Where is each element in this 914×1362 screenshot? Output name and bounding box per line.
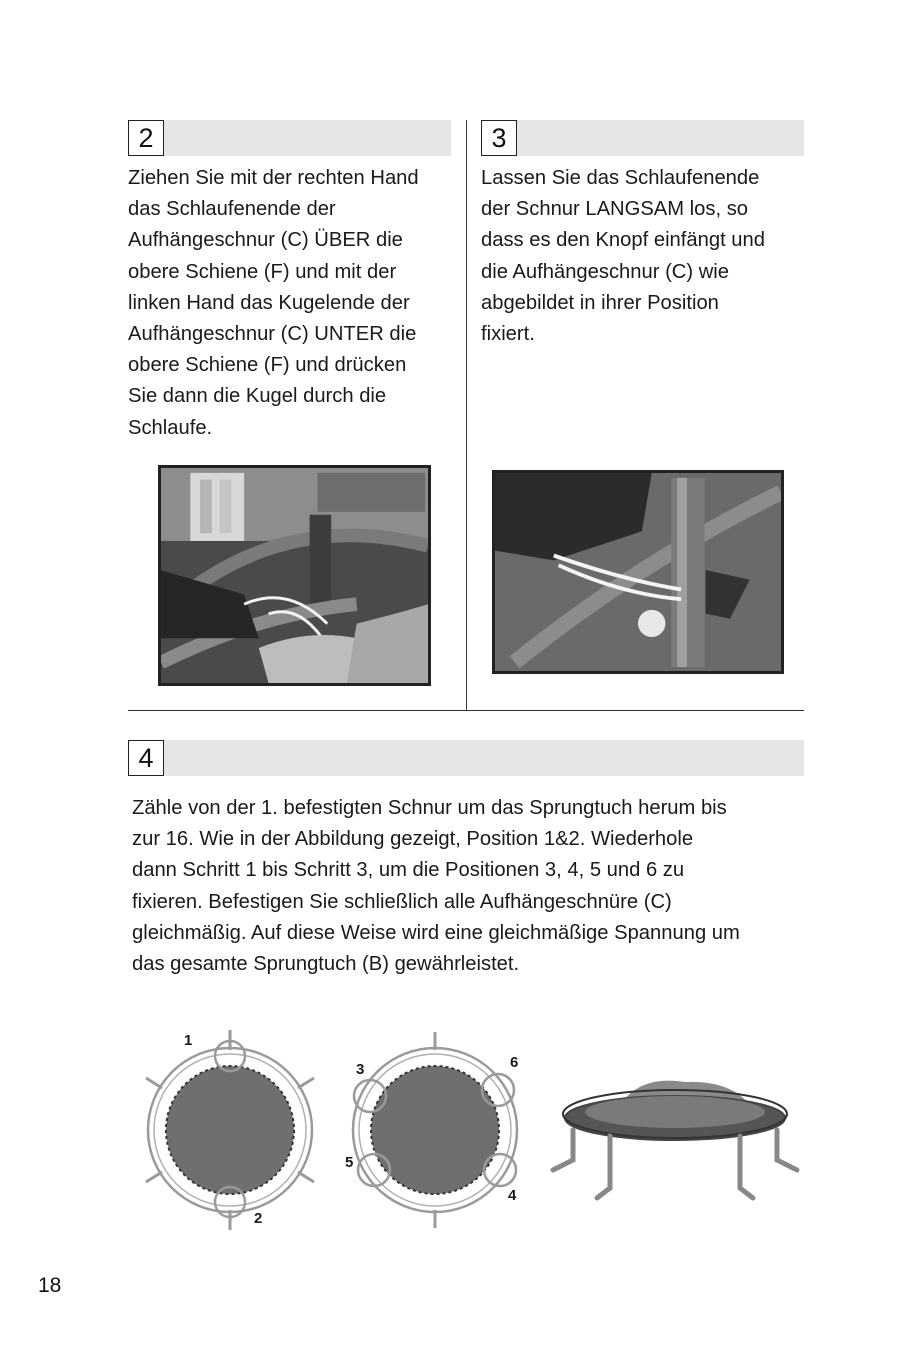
step-3-number: 3 [481,120,517,156]
step-4-line: fixieren. Befestigen Sie schließlich alle Aufhängeschnüre (C) [132,890,672,913]
diagram-label-6: 6 [510,1054,519,1071]
diagram-label-5: 5 [345,1154,354,1171]
step-2-line: Sie dann die Kugel durch die [128,385,387,408]
step-2-text [128,163,458,444]
step-2-photo [158,465,431,686]
diagram-label-1: 1 [184,1032,193,1049]
diagram-label-2: 2 [254,1210,263,1227]
page-number: 18 [38,1274,62,1297]
step-4-line: Zähle von der 1. befestigten Schnur um das Sprungtuch herum bis [132,797,727,819]
step-3-line: abgebildet in ihrer Position [481,291,719,314]
step-3-header [481,120,804,156]
step-4-line: das gesamte Sprungtuch (B) gewährleistet. [132,953,520,976]
step-2-line: das Schlaufenende der [128,198,336,221]
section-divider [128,710,804,711]
trampoline-top-view-positions-1-2 [130,1030,330,1230]
diagram-label-4: 4 [508,1187,517,1204]
step-3-line: Lassen Sie das Schlaufenende [481,167,760,189]
step-4-line: gleichmäßig. Auf diese Weise wird eine gleichmäßige Spannung um [132,921,740,944]
step-2-line: linken Hand das Kugelende der [128,291,410,314]
column-divider [466,120,467,710]
step-3-line: dass es den Knopf einfängt und [481,229,765,252]
step-2-number: 2 [128,120,164,156]
step-3-line: der Schnur LANGSAM los, so [481,198,749,221]
step-2-line: Schlaufe. [128,416,213,439]
step-4-number: 4 [128,740,164,776]
step-3-line: fixiert. [481,323,535,346]
diagram-label-3: 3 [356,1061,365,1078]
step-4-header [128,740,804,776]
step-3-line: die Aufhängeschnur (C) wie [481,260,729,283]
step-4-line: dann Schritt 1 bis Schritt 3, um die Positionen 3, 4, 5 und 6 zu [132,859,685,882]
step-2-line: Aufhängeschnur (C) ÜBER die [128,229,403,252]
trampoline-perspective-illustration [545,1070,805,1210]
step-3-photo [492,470,784,674]
step-3-text [481,163,811,350]
step-2-line: obere Schiene (F) und drücken [128,354,407,377]
step-2-header [128,120,451,156]
step-4-line: zur 16. Wie in der Abbildung gezeigt, Position 1&2. Wiederhole [132,828,694,851]
step-2-line: obere Schiene (F) und mit der [128,260,397,283]
step-2-line: Aufhängeschnur (C) UNTER die [128,323,417,346]
step-4-text [132,793,812,980]
step-2-line: Ziehen Sie mit der rechten Hand [128,167,419,189]
trampoline-top-view-positions-3-6 [340,1030,530,1230]
